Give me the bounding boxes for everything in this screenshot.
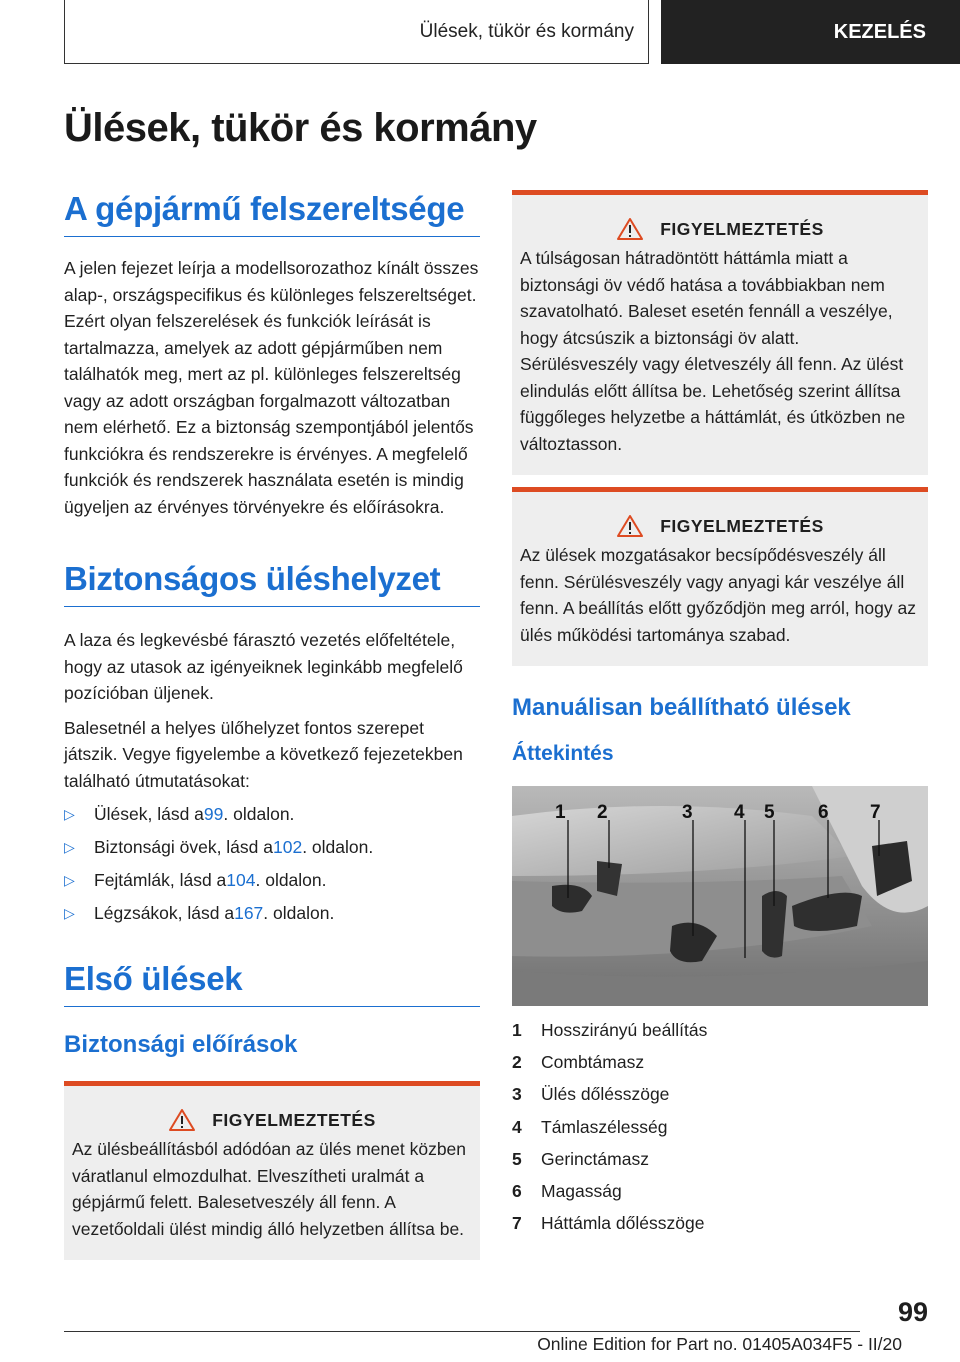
page-link[interactable]: 102 xyxy=(273,837,303,857)
seat-controls-photo xyxy=(512,786,928,1006)
equipment-text: A jelen fejezet leírja a modellsorozathoz kínált összes alap-, országspecifikus és különleges felszereltséget. Ezért olyan felszerelések és funkciók leírását is tartalmazza, amelyek az adott gépjárműben nem találhatók meg, mert az pl. különleges felszereltség vagy az adott országban forgalmazott változatban nem elérhető. Ez a biztonság szempontjából jelentős funkciókra és rendszerekre is érvényes. A megfelelő funkciók és rendszerek használata esetén is mindig ügyeljen az érvényes törvényekre és előírásokra. xyxy=(64,258,479,517)
safety-rules-heading: Biztonsági előírások xyxy=(64,1031,298,1058)
callout-label: 4 xyxy=(734,802,745,823)
right-column xyxy=(512,190,928,1239)
triangle-bullet-icon: ▷ xyxy=(64,806,75,822)
callout-label: 1 xyxy=(555,802,566,823)
warning-title: FIGYELMEZTETÉS xyxy=(660,218,824,239)
warning-triangle-icon xyxy=(168,1108,196,1132)
reference-list xyxy=(64,798,480,930)
warning-text: Az ülések mozgatásakor becsípődésveszély áll fenn. Sérülésveszély vagy anyagi kár veszélye áll fenn. A beállítás előtt győződjön meg arról, hogy az ülés működési tartománya szabad. xyxy=(520,545,916,645)
page-link[interactable]: 104 xyxy=(226,870,256,890)
left-column xyxy=(64,190,480,1260)
legend-item: 3 Ülés dőlésszöge xyxy=(512,1084,670,1105)
warning-title: FIGYELMEZTETÉS xyxy=(660,515,824,536)
safe-posture-text-2: Balesetnél a helyes ülőhelyzet fontos szerepet játszik. Vegye figyelembe a következő fejezetekben található útmutatásokat: xyxy=(64,717,463,791)
callout-label: 6 xyxy=(818,802,829,823)
page-title: Ülések, tükör és kormány xyxy=(64,106,537,150)
reference-item: ▷ Biztonsági övek, lásd a 102 . oldalon. xyxy=(64,831,480,864)
warning-header xyxy=(520,217,920,241)
callout-label: 3 xyxy=(682,802,693,823)
page-number: 99 xyxy=(897,1297,928,1327)
warning-header xyxy=(72,1108,472,1132)
reference-item: ▷ Fejtámlák, lásd a 104 . oldalon. xyxy=(64,864,480,897)
reference-item: ▷ Légzsákok, lásd a 167 . oldalon. xyxy=(64,897,480,930)
footer-divider xyxy=(64,1331,860,1332)
legend-item: 6 Magasság xyxy=(512,1181,622,1202)
overview-heading: Áttekintés xyxy=(512,742,614,765)
warning-box xyxy=(512,190,928,475)
front-seats-heading: Első ülések xyxy=(64,960,480,1007)
callout-label: 5 xyxy=(764,802,775,823)
page-link[interactable]: 167 xyxy=(234,903,264,923)
manual-seats-heading: Manuálisan beállítható ülések xyxy=(512,694,851,721)
callout-label: 2 xyxy=(597,802,608,823)
safe-posture-heading: Biztonságos üléshelyzet xyxy=(64,560,480,607)
legend-item: 1 Hosszirányú beállítás xyxy=(512,1020,708,1040)
page-link[interactable]: 99 xyxy=(203,804,224,824)
photo-legend xyxy=(512,1014,928,1239)
safe-posture-text-1: A laza és legkevésbé fárasztó vezetés előfeltétele, hogy az utasok az igényeiknek leginkább megfelelő pozícióban üljenek. xyxy=(64,630,463,703)
legend-item: 7 Háttámla dőlésszöge xyxy=(512,1213,705,1234)
equipment-heading: A gépjármű felszereltsége xyxy=(64,190,480,237)
legend-item: 2 Combtámasz xyxy=(512,1052,645,1073)
legend-item: 5 Gerinctámasz xyxy=(512,1148,649,1169)
warning-triangle-icon xyxy=(616,514,644,538)
warning-triangle-icon xyxy=(616,217,644,241)
triangle-bullet-icon: ▷ xyxy=(64,839,75,855)
warning-title: FIGYELMEZTETÉS xyxy=(212,1109,376,1130)
seat-photo-illustration xyxy=(512,786,928,1006)
warning-text: A túlságosan hátradöntött háttámla miatt a biztonsági öv védő hatása a továbbiakban nem szavatolható. Baleset esetén fennáll a veszélye, hogy átcsúszik a biztonsági öv alatt. Sérülésveszély vagy életveszély áll fenn. Az ülést elindulás előtt állítsa be. Lehetőség szerint állítsa függőleges helyzetbe a háttámlát, és útközben ne változtasson. xyxy=(520,248,906,454)
reference-item: ▷ Ülések, lásd a 99 . oldalon. xyxy=(64,798,480,831)
triangle-bullet-icon: ▷ xyxy=(64,905,75,921)
running-header-section: KEZELÉS xyxy=(661,0,960,64)
callout-label: 7 xyxy=(870,802,881,823)
warning-box xyxy=(512,487,928,666)
edition-note: Online Edition for Part no. 01405A034F5 - II/20 xyxy=(537,1334,902,1354)
running-header-chapter: Ülések, tükör és kormány xyxy=(64,0,649,64)
triangle-bullet-icon: ▷ xyxy=(64,872,75,888)
warning-box xyxy=(64,1081,480,1260)
legend-item: 4 Támlaszélesség xyxy=(512,1116,668,1137)
warning-text: Az ülésbeállításból adódóan az ülés menet közben váratlanul elmozdulhat. Elveszítheti uralmát a gépjármű felett. Balesetveszély áll fenn. A vezetőoldali ülést mindig álló helyzetben állítsa be. xyxy=(72,1139,467,1239)
warning-header xyxy=(520,514,920,538)
